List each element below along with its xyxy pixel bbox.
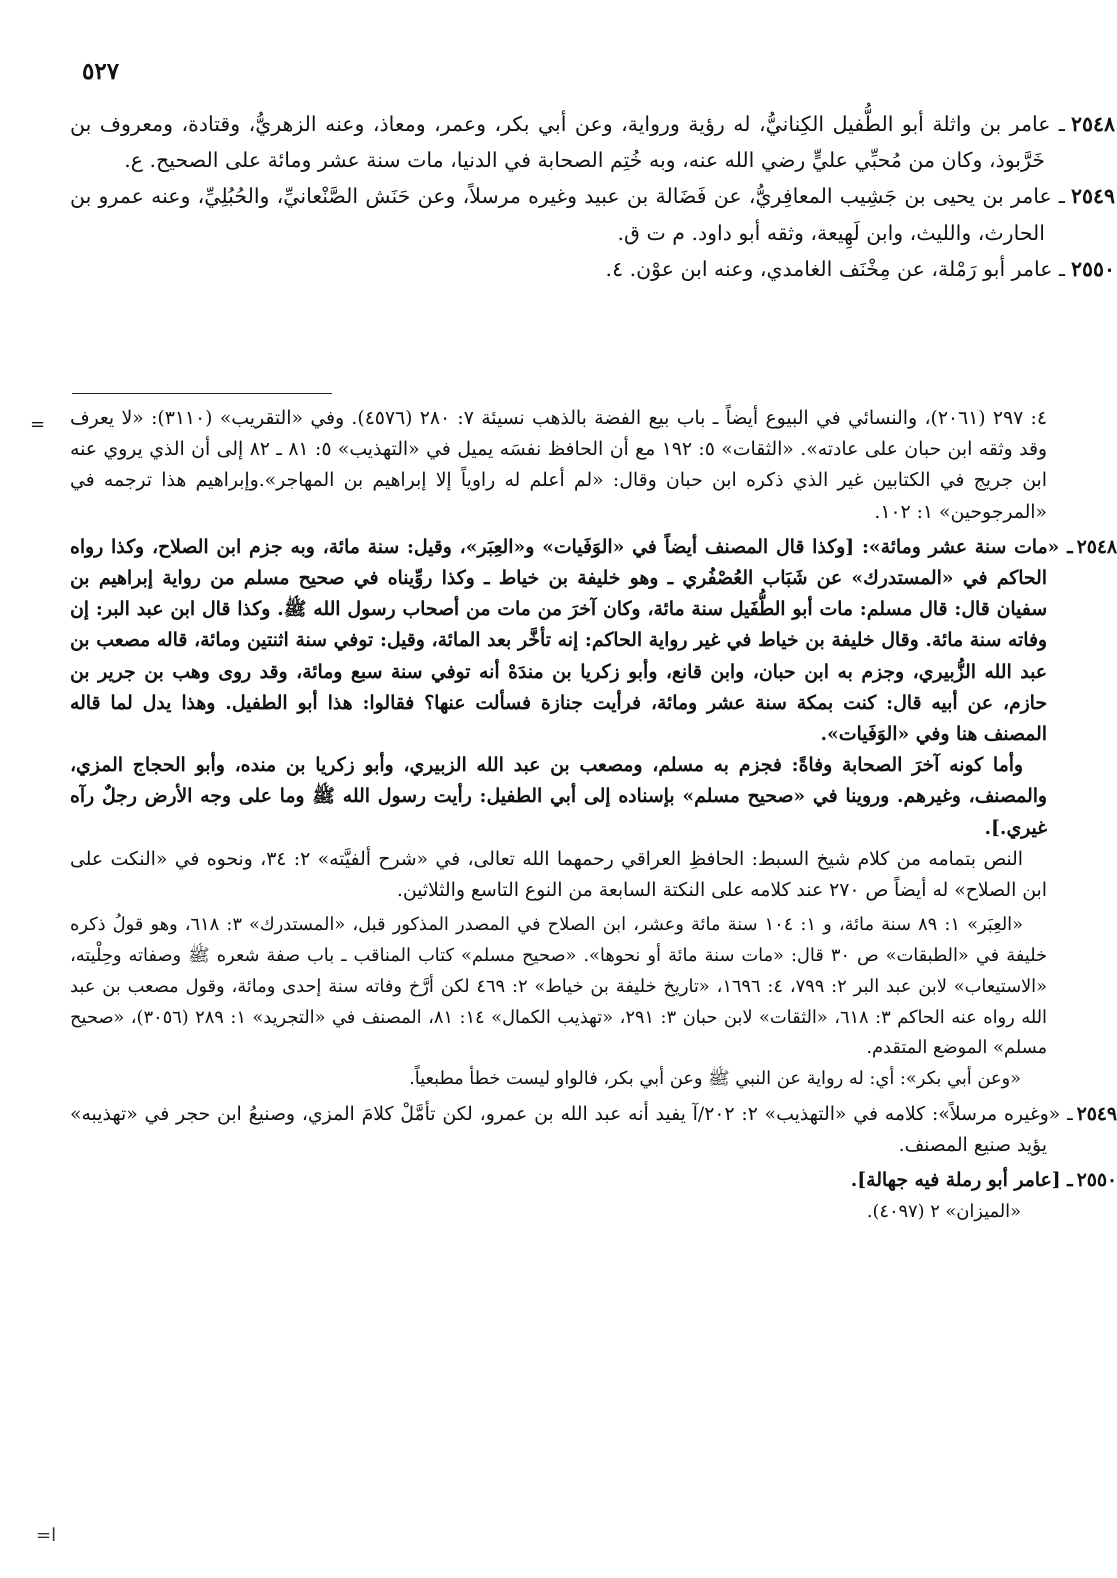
footnotes xyxy=(70,403,1117,1227)
note-text: ـ [عامر أبو رملة فيه جهالة]. xyxy=(850,1169,1073,1192)
entry-2550 xyxy=(70,251,1115,287)
note-2548-abu-bakr: «وعن أبي بكر»: أي: له رواية عن النبي ﷺ وعن أبي بكر، فالواو ليست خطأ مطبعياً. xyxy=(409,1068,1021,1090)
entry-2549 xyxy=(70,178,1115,250)
note-number: ٢٥٤٩ xyxy=(1076,1103,1117,1126)
entry-text: ـ عامر بن واثلة أبو الطُّفيل الكِنانيُّ، له رؤية ورواية، وعن أبي بكر، وعمر، ومعاذ، وعنه الزهريُّ، وقتادة، ومعروف بن خَرَّبوذ، وكان من مُحبِّي عليٍّ رضي الله عنه، وبه خُتِم الصحابة في الدنيا، مات سنة عشر ومائة على الصحيح. ع. xyxy=(70,112,1065,173)
corner-mark: ا= xyxy=(36,1525,57,1546)
note-2550 xyxy=(70,1165,1117,1196)
main-entries xyxy=(70,106,1115,287)
note-2548-source-text: النص بتمامه من كلام شيخ السبط: الحافظِ العراقي رحمهما الله تعالى، في «شرح ألفيَّته» ٢: ٣٤، ونحوه في «النكت على ابن الصلاح» له أيضاً ص ٢٧٠ عند كلامه على النكتة السابعة من النوع التاسع والثلاثين. xyxy=(70,848,1047,902)
entry-text: ـ عامر أبو رَمْلة، عن مِخْنَف الغامدي، وعنه ابن عوْن. ٤. xyxy=(605,256,1065,281)
entry-number: ٢٥٤٨ xyxy=(1070,112,1115,136)
note-2549 xyxy=(70,1099,1117,1161)
footnote-separator xyxy=(72,393,332,394)
continuation-mark: = xyxy=(30,414,46,435)
note-2548-last-companion: وأما كونه آخرَ الصحابة وفاةً: فجزم به مسلم، ومصعب بن عبد الله الزبيري، وأبو زكريا بن منده، وأبو الحجاج المزي، والمصنف، وغيرهم. وروينا في «صحيح مسلم» بإسناده إلى أبي الطفيل: رأيت رسول الله ﷺ وما على وجه الأرض رجلٌ رآه غيري.]. xyxy=(70,754,1047,839)
entry-2548 xyxy=(70,106,1115,178)
note-2548 xyxy=(70,532,1117,750)
entry-number: ٢٥٥٠ xyxy=(1070,256,1115,281)
note-text: ـ «وغيره مرسلاً»: كلامه في «التهذيب» ٢: ٢٠٢/آ يفيد أنه عبد الله بن عمرو، لكن تأمَّلْ كلامَ المزي، وصنيعُ ابن حجر في «تهذيبه» يؤيد صنيع المصنف. xyxy=(70,1104,1073,1157)
entry-number: ٢٥٤٩ xyxy=(1070,184,1115,209)
note-number: ٢٥٤٨ xyxy=(1076,535,1117,558)
note-number: ٢٥٥٠ xyxy=(1076,1169,1117,1192)
note-2550-source: «الميزان» ٢ (٤٠٩٧). xyxy=(866,1200,1021,1222)
note-2548-references: «العِبَر» ١: ٨٩ سنة مائة، و ١: ١٠٤ سنة مائة وعشر، ابن الصلاح في المصدر المذكور قبل، «المستدرك» ٣: ٦١٨، وهو قولُ ذكره خليفة في «الطبقات» ص ٣٠ قال: «مات سنة مائة أو نحوها». «صحيح مسلم» كتاب المناقب ـ باب صفة شعره ﷺ وصفاته وحِلْيته، «الاستيعاب» لابن عبد البر ٢: ٧٩٩، ٤: ١٦٩٦، «تاريخ خليفة بن خياط» ٢: ٤٦٩ لكن أرَّخ وفاته سنة إحدى ومائة، وقول مصعب بن عبد الله رواه عنه الحاكم ٣: ٦١٨، «الثقات» لابن حبان ٣: ٢٩١، «تهذيب الكمال» ١٤: ٨١، المصنف في «التجريد» ١: ٢٨٩ (٣٠٥٦)، «صحيح مسلم» الموضع المتقدم. xyxy=(70,914,1048,1059)
note-text: ـ «مات سنة عشر ومائة»: [وكذا قال المصنف أيضاً في «الوَفَيات» و«العِبَر»، وقيل: سنة مائة، وبه جزم ابن الصلاح، وكذا رواه الحاكم في «المستدرك» عن شَبَاب العُصْفُري ـ وهو خليفة بن خياط ـ وكذا روِّيناه في صحيح مسلم من رواية إبراهيم بن سفيان قال: قال مسلم: مات أبو الطُّفَيل سنة مائة، وكان آخرَ من مات من أصحاب رسول الله ﷺ. وكذا قال ابن عبد البر: إن وفاته سنة مائة. وقال خليفة بن خياط في غير رواية الحاكم: إنه تأخَّر بعد المائة، وقيل: توفي سنة اثنتين ومائة، قاله مصعب بن عبد الله الزُّبيري، وجزم به ابن حبان، وابن قانع، وأبو زكريا بن مندَهْ أنه توفي سنة سبع ومائة، وقد روى وهب بن جرير بن حازم، عن أبيه قال: كنت بمكة سنة عشر ومائة، فرأيت جنازة فسألت عنها؟ فقالوا: هذا أبو الطفيل. وهذا يدل لما قاله المصنف هنا وفي «الوَفَيات». xyxy=(70,535,1073,746)
page-number: ٥٢٧ xyxy=(82,58,120,85)
entry-text: ـ عامر بن يحيى بن جَشِيب المعافِريُّ، عن فَضَالة بن عبيد وغيره مرسلاً، وعن حَنَش الصَّنْعانيِّ، والحُبُلِيِّ، وعنه عمرو بن الحارث، والليث، وابن لَهِيعة، وثقه أبو داود. م ت ق. xyxy=(70,184,1065,245)
note-continued: ٤: ٢٩٧ (٢٠٦١)، والنسائي في البيوع أيضاً ـ باب بيع الفضة بالذهب نسيئة ٧: ٢٨٠ (٤٥٧٦). وفي «التقريب» (٣١١٠): «لا يعرف وقد وثقه ابن حبان على عادته». «الثقات» ٥: ١٩٢ مع أن الحافظ نفسَه يميل في «التهذيب» ٥: ٨١ ـ ٨٢ إلى أن الذي يروي عنه ابن جريج في الكتابين غير الذي ذكره ابن حبان وقال: «لم أعلم له راوياً إلا إبراهيم بن المهاجر».وإبراهيم هذا ترجمه في «المرجوحين» ١: ١٠٢. xyxy=(70,408,1047,523)
